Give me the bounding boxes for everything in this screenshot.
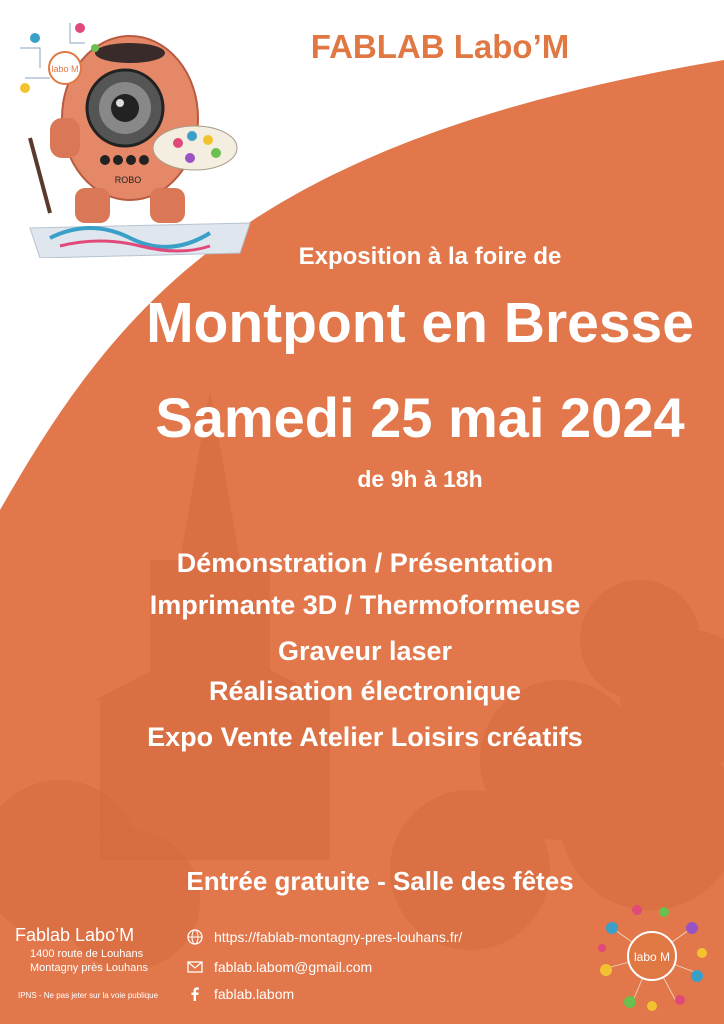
event-date: Samedi 25 mai 2024: [155, 386, 685, 449]
activity-item: Démonstration / Présentation: [176, 548, 554, 578]
activity-item: Expo Vente Atelier Loisirs créatifs: [147, 722, 583, 752]
activity-item: Imprimante 3D / Thermoformeuse: [149, 590, 581, 620]
website-link[interactable]: [186, 928, 462, 946]
footer-notice: IPNS - Ne pas jeter sur la voie publique: [18, 991, 159, 1000]
labom-logo: [592, 898, 712, 1014]
event-hours: de 9h à 18h: [357, 466, 483, 492]
robot-illustration: [10, 8, 260, 258]
facebook-text: fablab.labom: [214, 986, 295, 1002]
event-city: Montpont en Bresse: [146, 291, 694, 355]
email-link[interactable]: [186, 958, 372, 976]
activity-item: Graveur laser: [277, 636, 453, 666]
event-intro: Exposition à la foire de: [298, 243, 562, 270]
mail-icon: [186, 958, 204, 976]
email-text: fablab.labom@gmail.com: [214, 959, 373, 975]
entry-info: Entrée gratuite - Salle des fêtes: [186, 866, 574, 896]
footer-address-line1: 1400 route de Louhans: [30, 948, 144, 960]
activity-item: Réalisation électronique: [208, 676, 522, 706]
globe-icon: [186, 928, 204, 946]
logo-text: labo M: [633, 950, 671, 964]
facebook-link[interactable]: [186, 985, 294, 1003]
page-title: FABLAB Labo’M: [310, 28, 570, 65]
footer-address-line2: Montagny près Louhans: [30, 962, 149, 974]
robot-label: ROBO: [114, 175, 142, 185]
facebook-icon: [186, 985, 204, 1003]
website-text: https://fablab-montagny-pres-louhans.fr/: [214, 929, 463, 945]
footer-org-name: Fablab Labo’M: [15, 925, 135, 945]
robot-logo-text: labo M: [51, 64, 79, 74]
